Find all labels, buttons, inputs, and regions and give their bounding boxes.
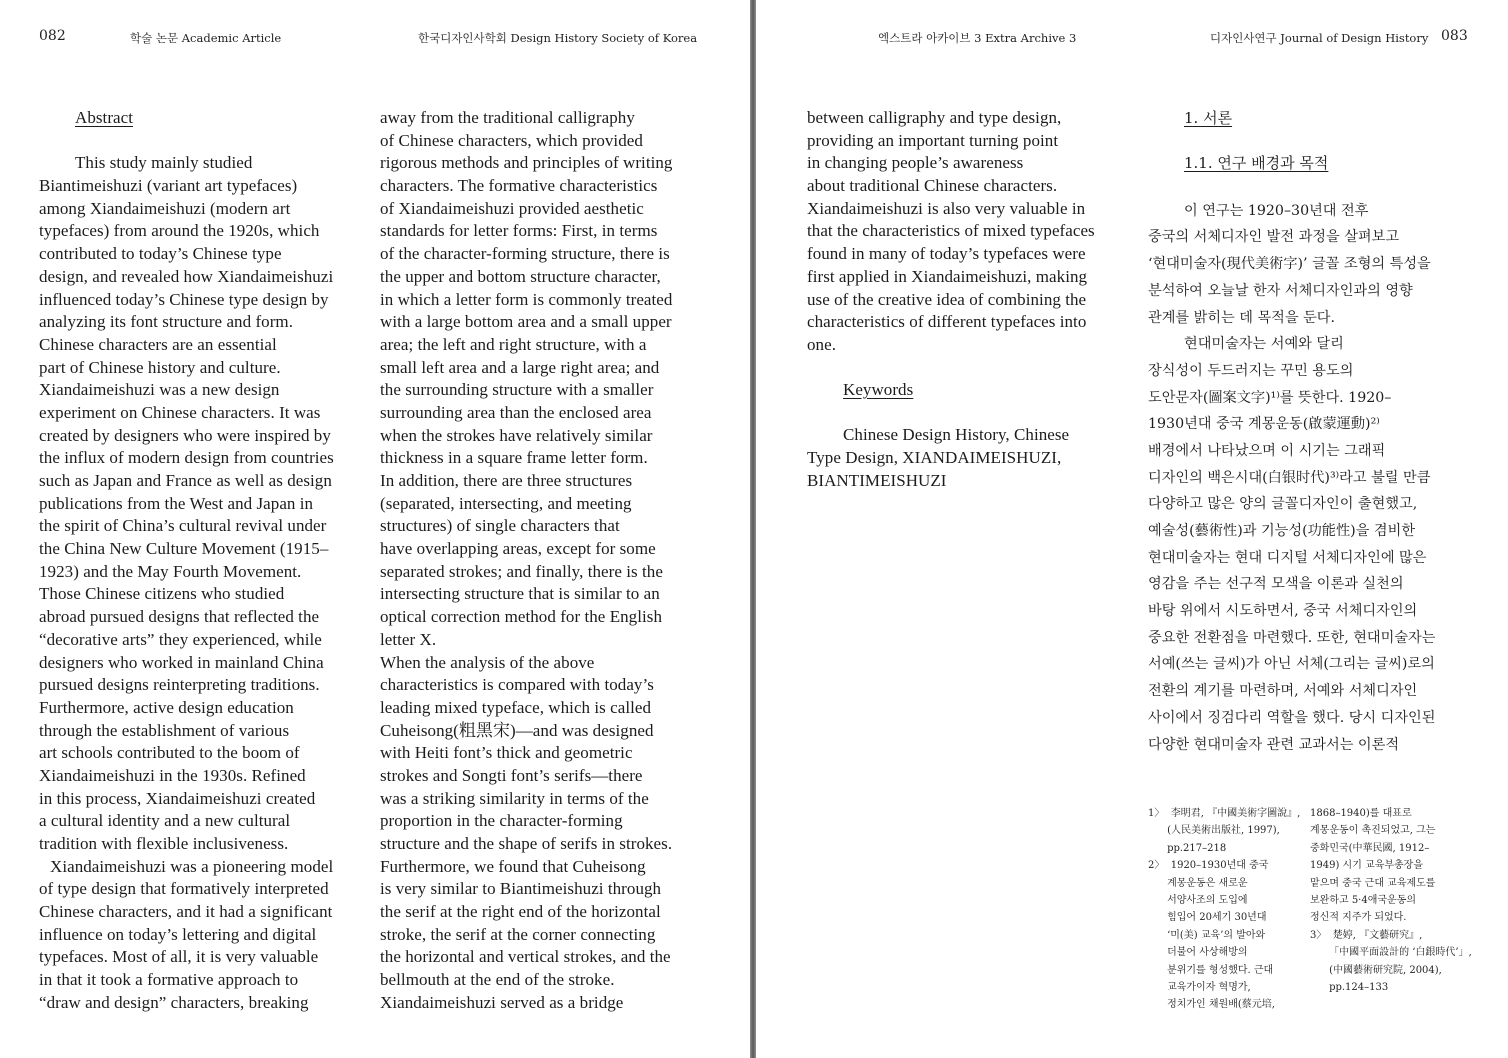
abstract-line: of type design that formatively interpreted <box>39 879 329 899</box>
footnote-line: (中國藝術研究院, 2004), <box>1310 964 1442 976</box>
abstract-line: the influx of modern design from countries <box>39 448 334 468</box>
abstract-line: separated strokes; and finally, there is the <box>380 561 663 581</box>
abstract-line: Chinese characters, and it had a significant <box>39 902 333 922</box>
abstract-line: Xiandaimeishuzi was a pioneering model <box>50 856 334 876</box>
abstract-line: Those Chinese citizens who studied <box>39 584 285 604</box>
korean-body-line: 예술성(藝術性)과 기능성(功能性)을 겸비한 <box>1148 523 1416 539</box>
abstract-line: characters. The formative characteristics <box>380 176 658 196</box>
korean-body-line: 중국의 서체디자인 발전 과정을 살펴보고 <box>1148 229 1400 246</box>
korean-body-line: 1930년대 중국 계몽운동(啟蒙運動)²⁾ <box>1148 416 1380 433</box>
abstract-line: Cuheisong(粗黑宋)—and was designed <box>380 720 654 740</box>
korean-body-line: ‘현대미술자(現代美術字)’ 글꼴 조형의 특성을 <box>1148 256 1431 273</box>
abstract-line: “decorative arts” they experienced, while <box>39 629 322 649</box>
abstract-line: the spirit of China’s cultural revival under <box>39 516 327 536</box>
korean-body-line: 도안문자(圖案文字)¹⁾를 뜻한다. 1920– <box>1148 389 1392 406</box>
abstract-line: Chinese characters are an essential <box>39 334 277 354</box>
abstract-line: use of the creative idea of combining the <box>807 289 1087 309</box>
footnote-line: pp.217–218 <box>1148 842 1227 854</box>
abstract-line: the China New Culture Movement (1915– <box>39 539 329 559</box>
left-journal-label: 한국디자인사학회 Design History Society of Korea <box>418 31 698 45</box>
abstract-line: thickness in a square frame letter form. <box>380 448 648 468</box>
abstract-line: small left area and a large right area; and <box>380 357 660 377</box>
footnote-line: 「中國平面設計的 ‘白銀時代’」, <box>1310 947 1472 959</box>
footnotes-column-1 <box>1148 805 1323 1014</box>
footnote-line: 더불어 사상해방의 <box>1148 947 1248 959</box>
abstract-line: Xiandaimeishuzi was a new design <box>39 380 280 400</box>
abstract-line: characteristics is compared with today’s <box>380 675 654 695</box>
abstract-line: pursued designs reinterpreting traditions. <box>39 675 320 695</box>
right-journal-label: 디자인사연구 Journal of Design History <box>1210 31 1429 45</box>
abstract-line: the horizontal and vertical strokes, and the <box>380 947 671 967</box>
abstract-line: intersecting structure that is similar to an <box>380 584 660 604</box>
footnote-line: 1949) 시기 교육부총장을 <box>1310 860 1423 872</box>
abstract-line: in that it took a formative approach to <box>39 970 299 990</box>
abstract-line: Xiandaimeishuzi in the 1930s. Refined <box>39 765 306 785</box>
abstract-line: When the analysis of the above <box>380 652 595 672</box>
footnote-line: 분위기를 형성했다. 근대 <box>1148 964 1274 976</box>
abstract-line: influenced today’s Chinese type design by <box>39 289 329 309</box>
korean-body-line: 영감을 주는 선구적 모색을 이론과 실천의 <box>1148 576 1404 593</box>
abstract-line: letter X. <box>380 629 437 649</box>
keyword-line: Type Design, XIANDAIMEISHUZI, <box>807 448 1062 468</box>
footnote-line: pp.124–133 <box>1310 981 1389 993</box>
abstract-line: strokes and Songti font’s serifs—there <box>380 765 643 785</box>
footnote-line: 중화민국(中華民國, 1912– <box>1310 842 1430 854</box>
footnote-line: 정치가인 채원배(蔡元培, <box>1148 999 1275 1011</box>
korean-body-line: 현대미술자는 서예와 달리 <box>1184 336 1344 353</box>
abstract-line: bellmouth at the end of the stroke. <box>380 970 615 990</box>
abstract-line: providing an important turning point <box>807 130 1059 150</box>
right-section-label: 엑스트라 아카이브 3 Extra Archive 3 <box>878 31 1077 45</box>
section-heading: 1. 서론 <box>1184 109 1233 127</box>
abstract-line: influence on today’s lettering and digital <box>39 924 317 944</box>
footnote-line: 교육가이자 혁명가, <box>1148 981 1251 993</box>
abstract-line: characteristics of different typefaces into <box>807 312 1087 332</box>
abstract-line: Furthermore, we found that Cuheisong <box>380 856 646 876</box>
abstract-line: design, and revealed how Xiandaimeishuzi <box>39 266 334 286</box>
abstract-line: in changing people’s awareness <box>807 153 1024 173</box>
abstract-line: was a striking similarity in terms of the <box>380 788 649 808</box>
abstract-line: publications from the West and Japan in <box>39 493 314 513</box>
keyword-line: BIANTIMEISHUZI <box>807 470 947 490</box>
abstract-line: proportion in the character-forming <box>380 811 623 831</box>
footnote-line: 서양사조의 도입에 <box>1148 894 1248 906</box>
abstract-column-2 <box>380 107 702 1015</box>
korean-body-line: 사이에서 징검다리 역할을 했다. 당시 디자인된 <box>1148 709 1436 726</box>
footnotes-column-2 <box>1310 805 1485 996</box>
abstract-line: abroad pursued designs that reflected the <box>39 607 320 627</box>
abstract-line: the upper and bottom structure character, <box>380 266 661 286</box>
abstract-line: In addition, there are three structures <box>380 471 633 490</box>
abstract-line: that the characteristics of mixed typefaces <box>807 221 1095 241</box>
footnote-line: 1〉 李明君, 『中國美術字圖說』, <box>1148 808 1301 819</box>
abstract-line: 1923) and the May Fourth Movement. <box>39 561 302 581</box>
abstract-line: Xiandaimeishuzi is also very valuable in <box>807 198 1086 218</box>
abstract-line: structure and the shape of serifs in strokes. <box>380 834 673 853</box>
abstract-line: typefaces) from around the 1920s, which <box>39 221 320 241</box>
abstract-line: in which a letter form is commonly treated <box>380 289 673 309</box>
korean-body-line: 배경에서 나타났으며 이 시기는 그래픽 <box>1148 442 1386 459</box>
footnote-line: 정신적 지주가 되었다. <box>1310 912 1407 924</box>
footnote-line: 3〉 楚婷, 『文藝研究』, <box>1310 929 1423 941</box>
abstract-line: away from the traditional calligraphy <box>380 108 635 127</box>
korean-body-line: 전환의 계기를 마련하며, 서예와 서체디자인 <box>1148 683 1418 700</box>
abstract-line: analyzing its font structure and form. <box>39 312 293 332</box>
abstract-heading: Abstract <box>75 108 133 127</box>
abstract-line: first applied in Xiandaimeishuzi, making <box>807 266 1088 286</box>
abstract-line: standards for letter forms: First, in terms <box>380 221 658 241</box>
korean-body-line: 관계를 밝히는 데 목적을 둔다. <box>1148 309 1336 326</box>
abstract-line: surrounding area than the enclosed area <box>380 402 652 422</box>
abstract-column-1 <box>39 107 361 1015</box>
left-section-label: 학술 논문 Academic Article <box>130 31 282 45</box>
footnote-line: 계몽운동이 촉진되었고, 그는 <box>1310 825 1436 837</box>
abstract-line: is very similar to Biantimeishuzi through <box>380 879 662 899</box>
right-page-number: 083 <box>1441 28 1468 44</box>
abstract-line: leading mixed typeface, which is called <box>380 697 652 717</box>
korean-body-line: 다양하고 많은 양의 글꼴디자인이 출현했고, <box>1148 496 1418 513</box>
abstract-line: Furthermore, active design education <box>39 697 294 717</box>
abstract-line: part of Chinese history and culture. <box>39 357 281 377</box>
abstract-line: contributed to today’s Chinese type <box>39 244 282 264</box>
abstract-line: art schools contributed to the boom of <box>39 743 300 763</box>
abstract-line: structures) of single characters that <box>380 516 620 536</box>
footnote-line: 맡으며 중국 근대 교육제도를 <box>1310 877 1436 889</box>
korean-body-line: 장식성이 두드러지는 꾸민 용도의 <box>1148 362 1354 379</box>
abstract-line: created by designers who were inspired by <box>39 425 331 445</box>
abstract-line: one. <box>807 334 836 354</box>
footnote-line: ‘미(美) 교육’의 발아와 <box>1148 929 1266 941</box>
abstract-line: typefaces. Most of all, it is very valuable <box>39 947 319 967</box>
abstract-line: designers who worked in mainland China <box>39 652 324 672</box>
abstract-line: This study mainly studied <box>75 153 253 173</box>
abstract-line: Biantimeishuzi (variant art typefaces) <box>39 176 298 196</box>
abstract-line: Xiandaimeishuzi served as a bridge <box>380 992 624 1012</box>
korean-body-line: 바탕 위에서 시도하면서, 중국 서체디자인의 <box>1148 603 1418 620</box>
abstract-line: of Chinese characters, which provided <box>380 130 643 150</box>
footnote-line: 보완하고 5·4애국운동의 <box>1310 894 1417 906</box>
abstract-line: in this process, Xiandaimeishuzi created <box>39 788 316 808</box>
abstract-line: between calligraphy and type design, <box>807 108 1062 127</box>
korean-body-line: 중요한 전환점을 마련했다. 또한, 현대미술자는 <box>1148 629 1436 646</box>
abstract-line: the serif at the right end of the horizontal <box>380 902 661 922</box>
abstract-line: such as Japan and France as well as design <box>39 471 332 490</box>
abstract-line: through the establishment of various <box>39 720 290 740</box>
abstract-line: about traditional Chinese characters. <box>807 176 1058 196</box>
abstract-line: experiment on Chinese characters. It was <box>39 402 321 422</box>
abstract-line: stroke, the serif at the corner connecting <box>380 924 656 944</box>
footnote-line: 계몽운동은 새로운 <box>1148 877 1248 889</box>
left-page-number: 082 <box>39 28 66 44</box>
abstract-line: when the strokes have relatively similar <box>380 425 653 445</box>
abstract-line: optical correction method for the English <box>380 607 662 627</box>
abstract-line: tradition with flexible inclusiveness. <box>39 834 289 853</box>
abstract-column-3 <box>807 107 1129 357</box>
footnote-line: 1868–1940)를 대표로 <box>1310 808 1412 819</box>
korean-body-column <box>1148 107 1468 758</box>
abstract-line: found in many of today’s typefaces were <box>807 244 1086 264</box>
subsection-heading: 1.1. 연구 배경과 목적 <box>1184 154 1329 173</box>
korean-body-line: 서예(쓰는 글씨)가 아닌 서체(그리는 글씨)로의 <box>1148 656 1435 673</box>
abstract-line: rigorous methods and principles of writing <box>380 153 673 173</box>
abstract-line: “draw and design” characters, breaking <box>39 992 309 1012</box>
keywords-block <box>807 379 1129 492</box>
abstract-line: with Heiti font’s thick and geometric <box>380 743 633 763</box>
footnote-line: 2〉 1920–1930년대 중국 <box>1148 860 1269 872</box>
abstract-line: of Xiandaimeishuzi provided aesthetic <box>380 198 644 218</box>
korean-body-line: 이 연구는 1920–30년대 전후 <box>1184 202 1369 219</box>
korean-body-line: 분석하여 오늘날 한자 서체디자인과의 영향 <box>1148 282 1413 299</box>
korean-body-line: 디자인의 백은시대(白银时代)³⁾라고 불릴 만큼 <box>1148 469 1431 486</box>
abstract-line: (separated, intersecting, and meeting <box>380 493 632 513</box>
footnote-line: 힘입어 20세기 30년대 <box>1148 912 1267 924</box>
korean-body-line: 현대미술자는 현대 디지털 서체디자인에 많은 <box>1148 549 1427 566</box>
abstract-line: have overlapping areas, except for some <box>380 539 656 559</box>
abstract-line: among Xiandaimeishuzi (modern art <box>39 198 291 218</box>
book-spine <box>750 0 756 1058</box>
abstract-line: the surrounding structure with a smaller <box>380 380 654 400</box>
footnote-line: (人民美術出版社, 1997), <box>1148 825 1280 837</box>
keyword-line: Chinese Design History, Chinese <box>843 425 1070 445</box>
abstract-line: a cultural identity and a new cultural <box>39 811 291 831</box>
abstract-line: of the character-forming structure, there is <box>380 244 670 264</box>
korean-body-line: 다양한 현대미술자 관련 교과서는 이론적 <box>1148 736 1400 753</box>
keywords-heading: Keywords <box>843 380 914 399</box>
abstract-line: with a large bottom area and a small upper <box>380 312 672 332</box>
abstract-line: area; the left and right structure, with a <box>380 334 647 354</box>
